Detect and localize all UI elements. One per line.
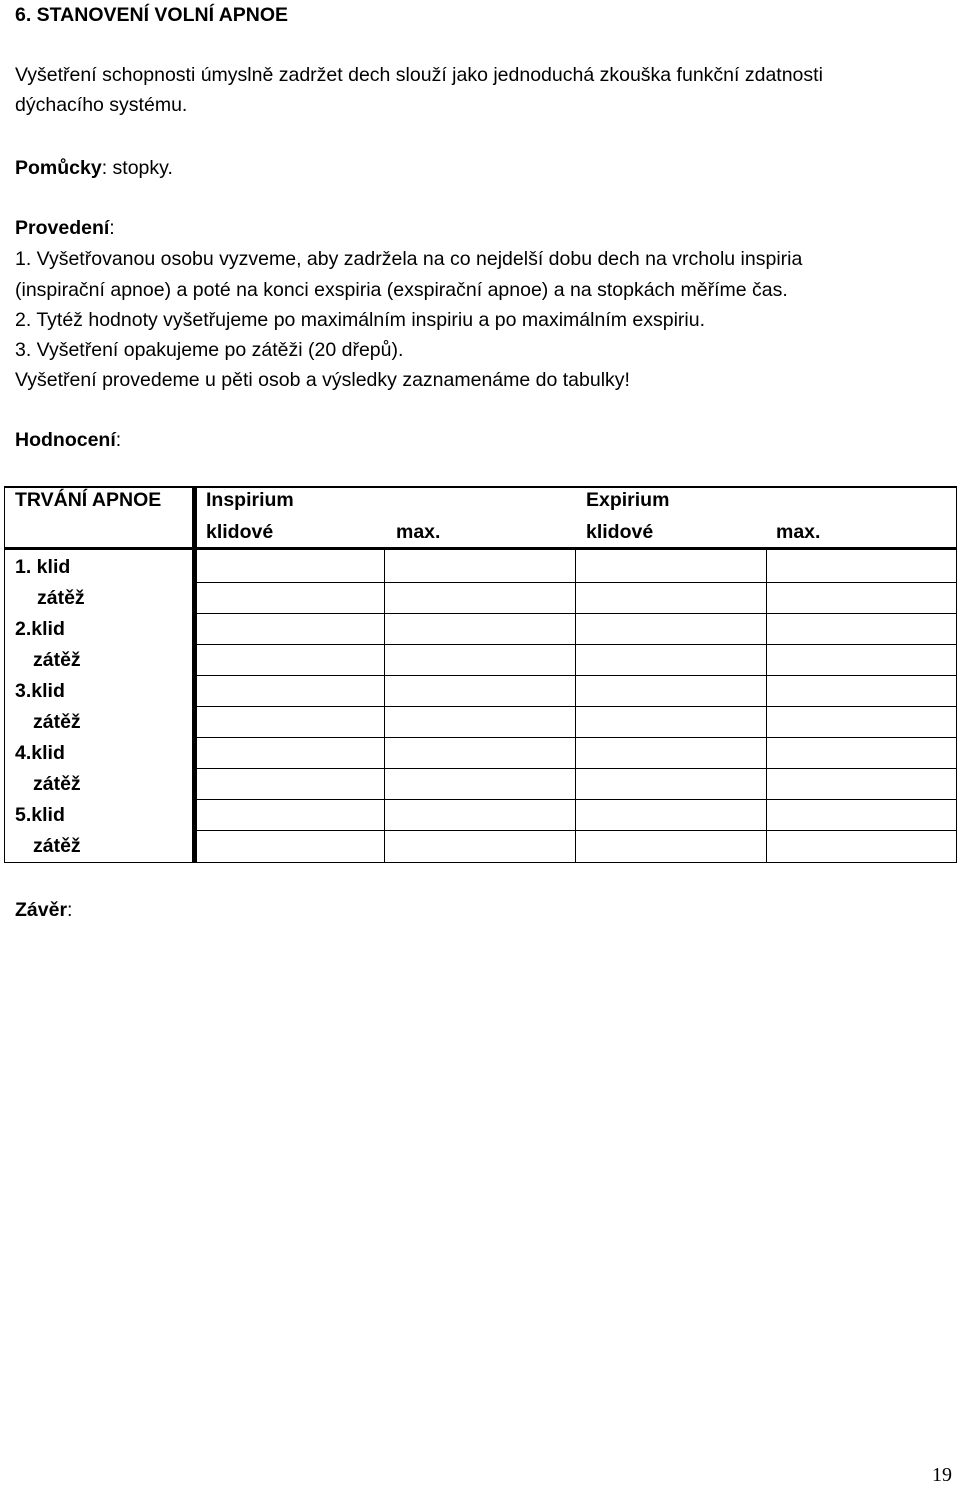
conclusion-colon: : — [67, 899, 73, 921]
header-inspirium: Inspirium — [206, 489, 294, 511]
intro-line-2: dýchacího systému. — [15, 94, 188, 116]
tools-text: : stopky. — [101, 157, 173, 179]
table-right-border — [956, 486, 957, 863]
table-divider-thick — [192, 486, 197, 863]
row-label: 2.klid — [15, 618, 65, 640]
page-number: 19 — [932, 1464, 952, 1486]
procedure-label: Provedení — [15, 217, 110, 239]
procedure-line-3: 2. Tytéž hodnoty vyšetřujeme po maximálním inspiriu a po maximálním exspiriu. — [15, 309, 706, 331]
table-col-line — [384, 550, 385, 863]
row-label: 1. klid — [15, 556, 71, 578]
header-expirium-rest: klidové — [586, 521, 654, 543]
conclusion-heading — [15, 898, 72, 922]
header-inspirium-rest: klidové — [206, 521, 274, 543]
procedure-line-2: (inspirační apnoe) a poté na konci exspiria (exspirační apnoe) a na stopkách měříme čas. — [15, 279, 788, 301]
header-expirium-max: max. — [776, 521, 821, 543]
header-expirium: Expirium — [586, 489, 670, 511]
row-label: 3.klid — [15, 680, 65, 702]
evaluation-heading — [15, 428, 121, 452]
apnoe-table — [4, 486, 957, 864]
procedure-line-4: 3. Vyšetření opakujeme po zátěži (20 dřepů). — [15, 339, 404, 361]
intro-line-1: Vyšetření schopnosti úmyslně zadržet dech slouží jako jednoduchá zkouška funkční zdatnosti — [15, 64, 823, 86]
evaluation-label: Hodnocení — [15, 429, 116, 451]
row-label: zátěž — [37, 587, 85, 609]
procedure-heading — [15, 216, 115, 240]
procedure-line-5: Vyšetření provedeme u pěti osob a výsledky zaznamenáme do tabulky! — [15, 369, 630, 391]
table-left-border — [4, 486, 5, 863]
procedure-line-1: 1. Vyšetřovanou osobu vyzveme, aby zadržela na co nejdelší dobu dech na vrcholu inspiria — [15, 248, 803, 270]
table-bottom-border — [4, 862, 957, 863]
section-heading: 6. STANOVENÍ VOLNÍ APNOE — [15, 4, 289, 26]
row-label: zátěž — [33, 835, 81, 857]
row-label: 4.klid — [15, 742, 65, 764]
row-label: zátěž — [33, 649, 81, 671]
table-col-line — [575, 550, 576, 863]
evaluation-colon: : — [115, 429, 122, 451]
row-label: zátěž — [33, 711, 81, 733]
row-label: 5.klid — [15, 804, 65, 826]
tools-label: Pomůcky — [15, 157, 102, 179]
procedure-colon: : — [109, 217, 115, 239]
row-label: zátěž — [33, 773, 81, 795]
table-col-line — [766, 550, 767, 863]
table-header-border — [4, 547, 957, 550]
tools-paragraph — [15, 156, 173, 180]
conclusion-label: Závěr — [15, 899, 68, 921]
header-inspirium-max: max. — [396, 521, 441, 543]
table-title: TRVÁNÍ APNOE — [15, 489, 162, 511]
